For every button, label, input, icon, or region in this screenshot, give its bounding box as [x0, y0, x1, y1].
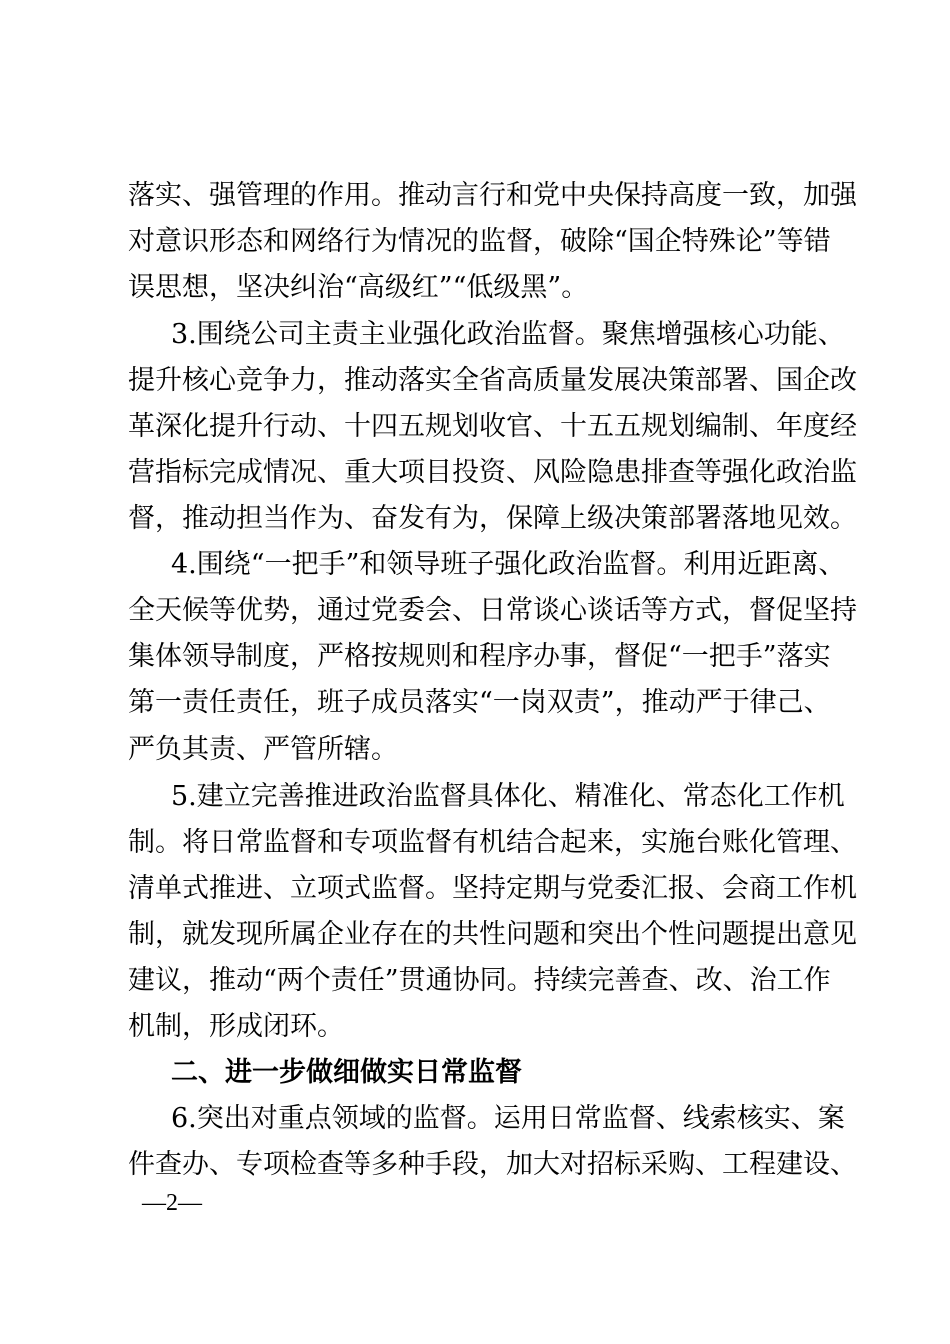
paragraph-line: 革深化提升行动、十四五规划收官、十五五规划编制、年度经	[128, 411, 857, 442]
paragraph-line: 营指标完成情况、重大项目投资、风险隐患排查等强化政治监	[128, 457, 857, 488]
paragraph-line: 6.突出对重点领域的监督。运用日常监督、线索核实、案	[171, 1103, 845, 1134]
paragraph-line: 机制，形成闭环。	[128, 1011, 344, 1042]
paragraph-line: 对意识形态和网络行为情况的监督，破除“国企特殊论”等错	[128, 226, 831, 257]
paragraph-line: 4.围绕“一把手”和领导班子强化政治监督。利用近距离、	[171, 549, 846, 580]
paragraph-line: 件查办、专项检查等多种手段，加大对招标采购、工程建设、	[128, 1149, 857, 1180]
paragraph-line: 5.建立完善推进政治监督具体化、精准化、常态化工作机	[171, 781, 845, 812]
paragraph-line: 严负其责、严管所辖。	[128, 734, 398, 765]
paragraph-line: 制，就发现所属企业存在的共性问题和突出个性问题提出意见	[128, 919, 857, 950]
paragraph-line: 督，推动担当作为、奋发有为，保障上级决策部署落地见效。	[128, 503, 857, 534]
page-number: —2—	[142, 1190, 202, 1216]
paragraph-line: 清单式推进、立项式监督。坚持定期与党委汇报、会商工作机	[128, 873, 857, 904]
paragraph-line: 提升核心竞争力，推动落实全省高质量发展决策部署、国企改	[128, 365, 857, 396]
paragraph-line: 3.围绕公司主责主业强化政治监督。聚焦增强核心功能、	[171, 319, 845, 350]
paragraph-line: 制。将日常监督和专项监督有机结合起来，实施台账化管理、	[128, 827, 857, 858]
paragraph-line: 误思想，坚决纠治“高级红”“低级黑”。	[128, 272, 589, 303]
paragraph-line: 全天候等优势，通过党委会、日常谈心谈话等方式，督促坚持	[128, 595, 857, 626]
paragraph-line: 第一责任责任，班子成员落实“一岗双责”，推动严于律己、	[128, 687, 831, 718]
paragraph-line: 建议，推动“两个责任”贯通协同。持续完善查、改、治工作	[128, 965, 831, 996]
paragraph-line: 落实、强管理的作用。推动言行和党中央保持高度一致，加强	[128, 180, 857, 211]
paragraph-line: 集体领导制度，严格按规则和程序办事，督促“一把手”落实	[128, 641, 831, 672]
section-heading: 二、进一步做细做实日常监督	[171, 1057, 522, 1088]
